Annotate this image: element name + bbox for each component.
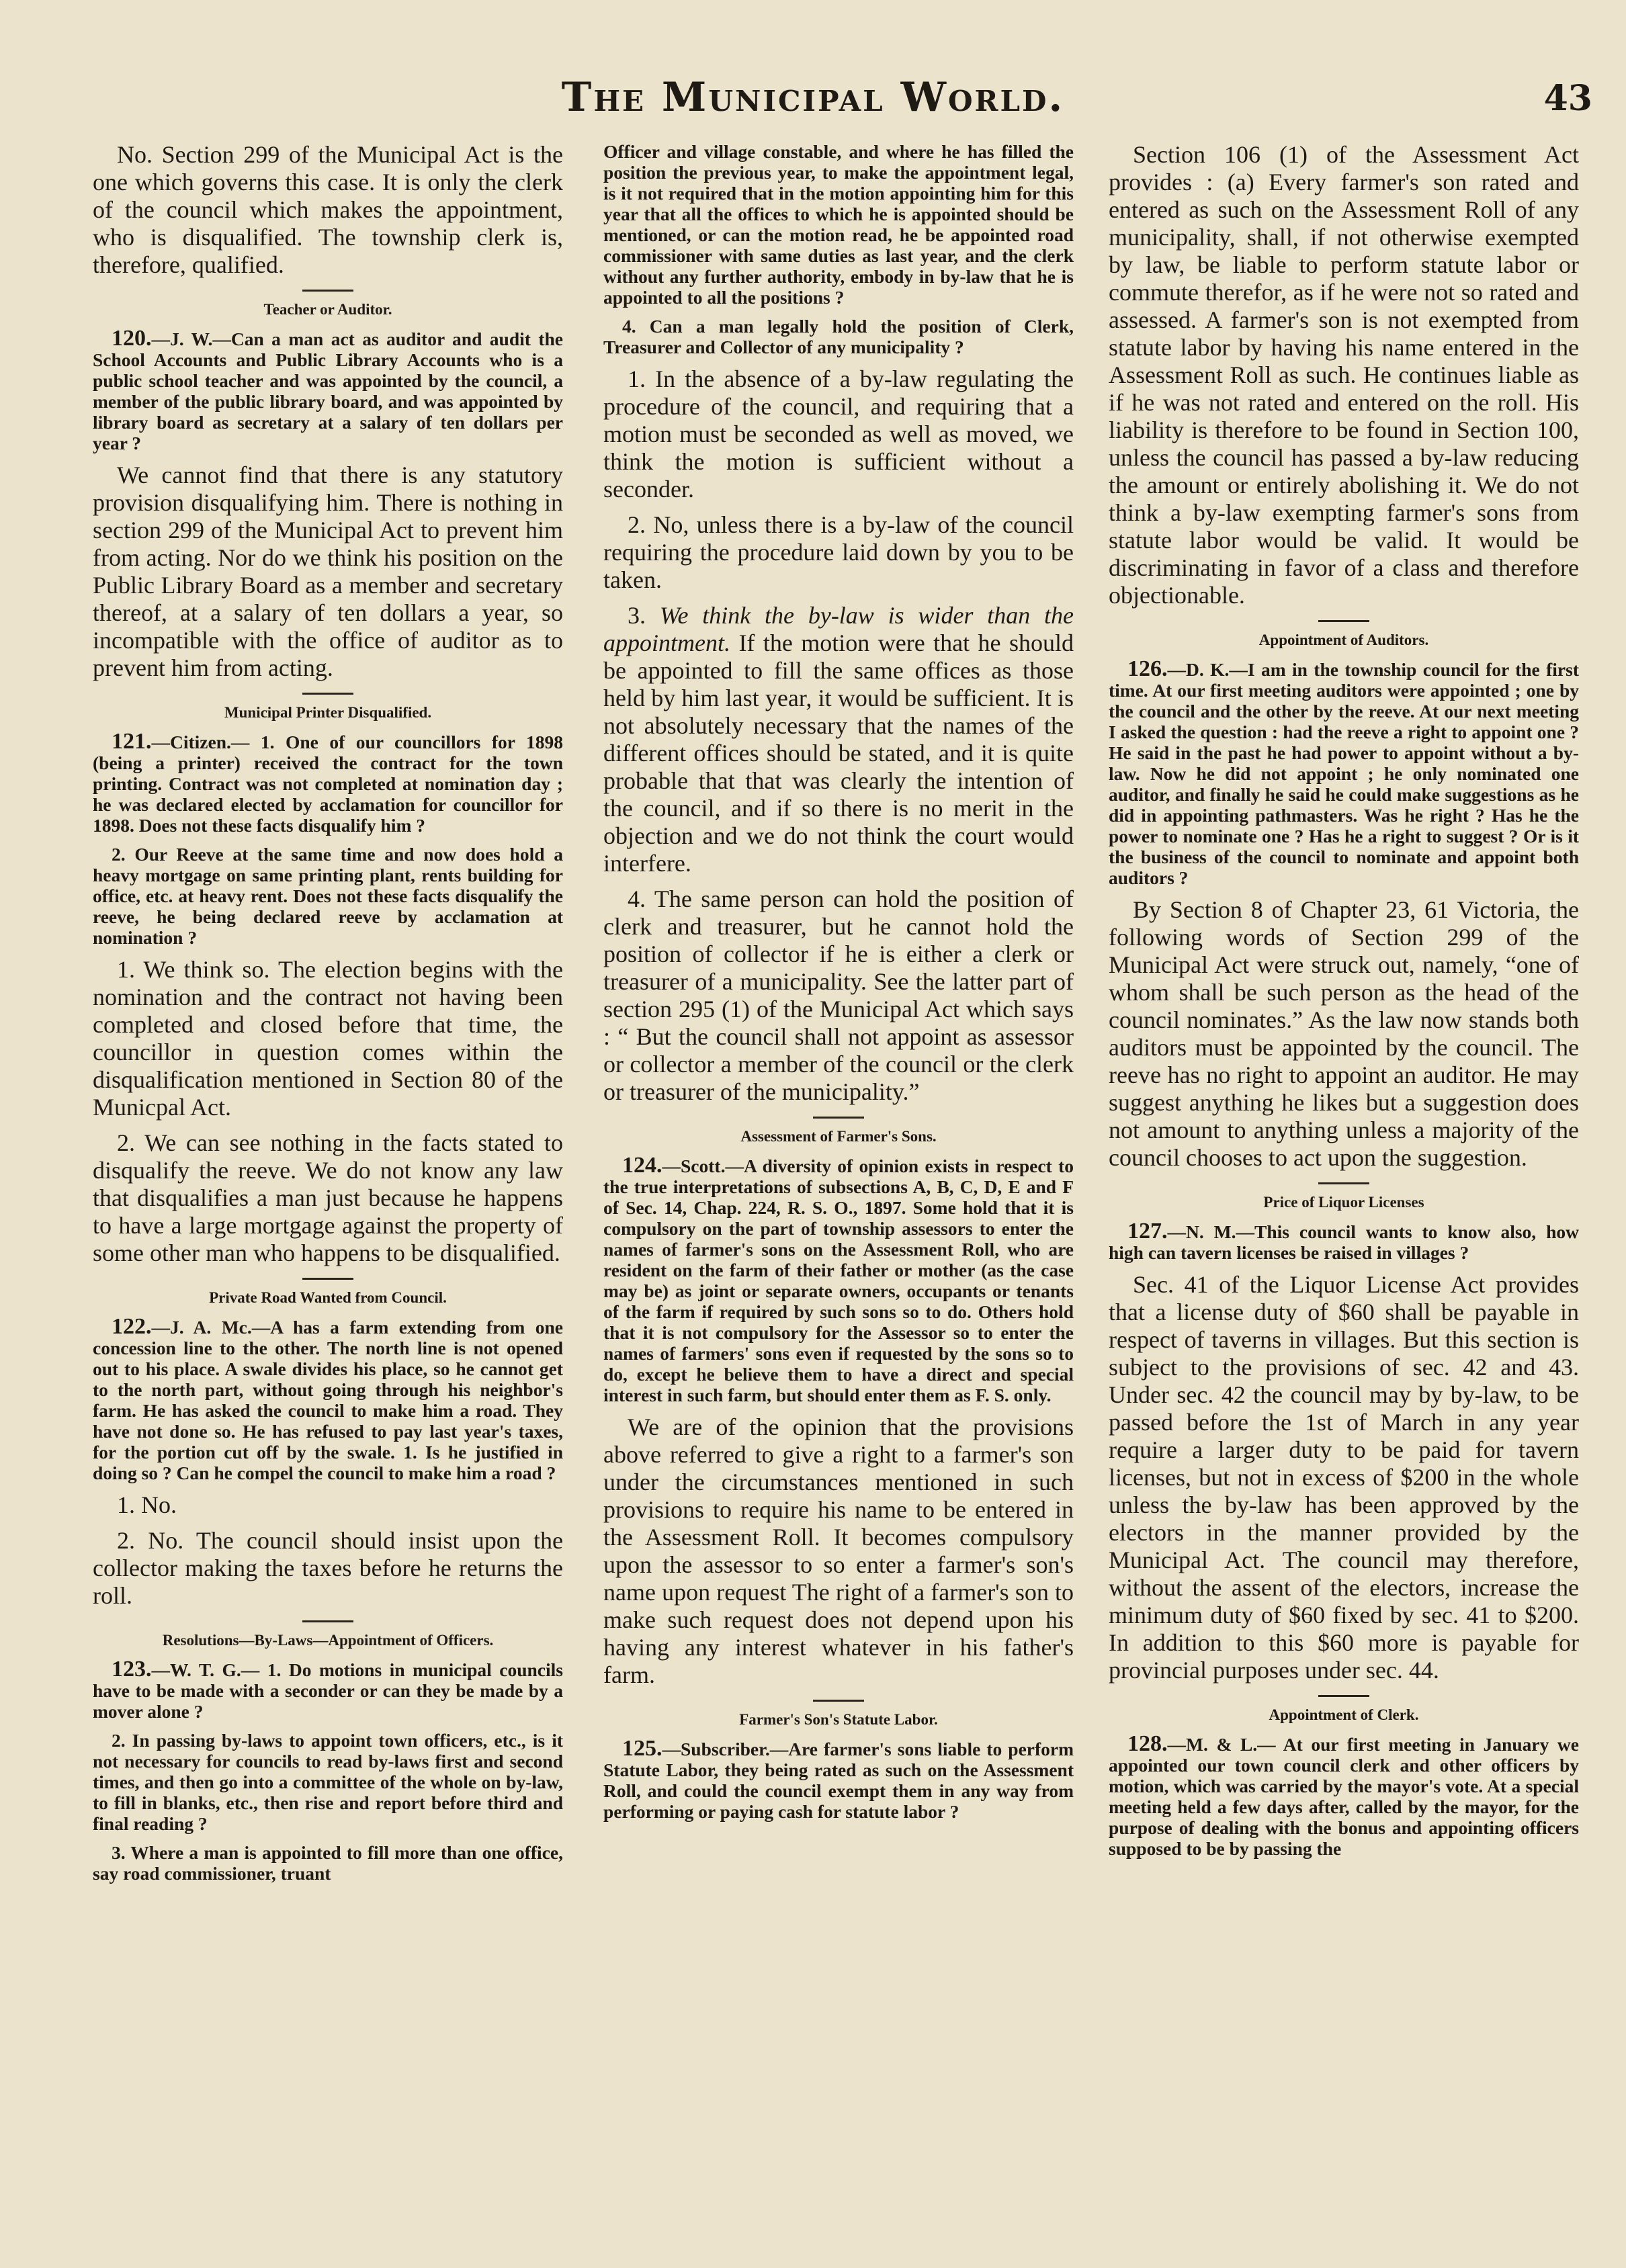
answer-text: If the motion were that he should be appointed to fill the same offices as those held by him last year, it would be sufficient. It is not absolutely necessary that the names of the different offices should be stated, and it is quite probable that that was clearly the intention of the council, and if so there is no merit in the objection and we do not think the court would interfere. — [603, 629, 1074, 877]
heading-municipal-printer: Municipal Printer Disqualified. — [224, 704, 432, 721]
answer-123-part-4: 4. The same person can hold the position of clerk and treasurer, but he cannot hold the position of collector if he is either a clerk or treasurer of a municipality. See the latter part of section 295 (1) of the Municipal Act which says : “ But the council shall not appoint as assessor or collector a member of the council or the clerk or treasurer of the municipality.” — [603, 885, 1074, 1105]
question-123-part-4: 4. Can a man legally hold the position of Clerk, Treasurer and Collector of any municipality ? — [603, 316, 1074, 357]
section-divider — [813, 1700, 864, 1702]
heading-teacher-or-auditor: Teacher or Auditor. — [263, 301, 392, 318]
answer-122-part-2: 2. No. The council should insist upon the collector making the taxes before he returns the roll. — [93, 1527, 563, 1609]
question-128 — [1109, 1733, 1579, 1859]
answer-125: Section 106 (1) of the Assessment Act provides : (a) Every farmer's son rated and entered as such on the Assessment Roll of any municipality, shall, if not otherwise exempted by law, be liable to perform statute labor or commute therefor, as if he were not so rated and assessed. A farmer's son is not exempted from statute labor by having his name entered in the Assessment Roll as such. He continues liable as if he was not rated and entered on the roll. His liability is therefore to be found in Section 100, unless the council has passed a by-law reducing the amount or entirely abolishing it. We do not think a by-law exempting farmer's sons from statute labor would be valid. It would be discriminating in favor of a class and therefore objectionable. — [1109, 141, 1579, 609]
question-number: 122. — [112, 1314, 152, 1339]
column-3 — [1109, 141, 1579, 2251]
question-120 — [93, 328, 563, 453]
question-number: 123. — [112, 1657, 152, 1682]
heading-assessment-farmers-sons: Assessment of Farmer's Sons. — [740, 1128, 937, 1145]
answer-119-continued: No. Section 299 of the Municipal Act is the one which governs this case. It is only the clerk of the council which makes the appointment, who is disqualified. The township clerk is, therefore, qualified. — [93, 141, 563, 278]
question-text: —J. W.—Can a man act as auditor and audit the School Accounts and Public Library Accounts who is a public school teacher and was appointed by the council, a member of the public library board, and was appointed by library board as secretary at a salary of ten dollars per year ? — [93, 329, 563, 453]
question-125 — [603, 1738, 1074, 1822]
answer-number: 3. — [628, 602, 646, 629]
section-divider — [1318, 1695, 1369, 1697]
question-number: 120. — [112, 326, 152, 351]
question-number: 125. — [622, 1736, 662, 1761]
column-1 — [93, 141, 563, 2251]
question-text: —M. & L.— At our first meeting in January we appointed our town council clerk and other officers by motion, which was carried by the mayor's vote. At a special meeting held a few days after, called by the mayor, for the purpose of dealing with the bonus and appointing officers supposed to be by passing the — [1109, 1734, 1579, 1859]
question-text: —N. M.—This council wants to know also, how high can tavern licenses be raised in villages ? — [1109, 1221, 1579, 1263]
page-number: 43 — [1543, 78, 1592, 119]
heading-resolutions: Resolutions—By-Laws—Appointment of Officers. — [162, 1632, 494, 1649]
section-divider — [302, 1278, 353, 1280]
answer-123-part-3 — [603, 602, 1074, 877]
heading-appointment-of-auditors: Appointment of Auditors. — [1258, 631, 1429, 648]
question-text: —J. A. Mc.—A has a farm extending from one concession line to the other. The north line is not opened out to his place. A swale divides his place, so he cannot get to the north part, without going through his neighbor's farm. He has asked the council to make him a road. They have not done so. He has refused to pay last year's taxes, for the portion cut off by the swale. 1. Is he justified in doing so ? Can he compel the council to make him a road ? — [93, 1317, 563, 1483]
question-text: —Subscriber.—Are farmer's sons liable to perform Statute Labor, they being rated as such on the Assessment Roll, and could the council exempt them in any way from performing or paying cash for statute labor ? — [603, 1739, 1074, 1822]
answer-124: We are of the opinion that the provisions above referred to give a right to a farmer's son under the circumstances mentioned in such provisions to require his name to be entered in the Assessment Roll. It becomes compulsory upon the assessor to so enter a farmer's son's name upon request The right of a farmer's son to make such request does not depend upon his having any interest whatever in his father's farm. — [603, 1413, 1074, 1688]
question-124 — [603, 1155, 1074, 1405]
question-123-part-3-continued: Officer and village constable, and where he has filled the position the previous year, to make the appointment legal, is it not required that in the motion appointing him for this year that all the offices to which he is appointed should be mentioned, or can the motion read, he be appointed road commissioner with same duties as last year, and the clerk without any further authority, embody in by-law that he is appointed to all the positions ? — [603, 141, 1074, 308]
section-divider — [813, 1117, 864, 1119]
question-126 — [1109, 658, 1579, 888]
question-text: —W. T. G.— 1. Do motions in municipal councils have to be made with a seconder or can they be made by a mover alone ? — [93, 1659, 563, 1722]
answer-121-part-2: 2. We can see nothing in the facts stated to disqualify the reeve. We do not know any law that disqualifies a man just because he happens to have a large mortgage against the property of some other man who happens to be disqualified. — [93, 1129, 563, 1266]
question-number: 121. — [112, 729, 152, 754]
question-123-part-3: 3. Where a man is appointed to fill more than one office, say road commissioner, truant — [93, 1842, 563, 1884]
question-text: —Citizen.— 1. One of our councillors for 1898 (being a printer) received the contract for the town printing. Contract was not completed at nomination day ; he was declared elected by acclamation for councillor for 1898. Does not these facts disqualify him ? — [93, 732, 563, 836]
answer-127: Sec. 41 of the Liquor License Act provides that a license duty of $60 shall be payable in respect of taverns in villages. But this section is subject to the provisions of sec. 42 and 43. Under sec. 42 the council may by by-law, to be passed before the 1st of March in any year require a larger duty to be paid for tavern licenses, but not in excess of $200 in the whole unless the by-law has been approved by the electors in the manner provided by the Municipal Act. The council may therefore, without the assent of the electors, increase the minimum duty of $60 fixed by sec. 41 to $200. In addition to this $60 more is payable for provincial purposes under sec. 44. — [1109, 1271, 1579, 1684]
heading-appointment-of-clerk: Appointment of Clerk. — [1269, 1706, 1419, 1723]
heading-private-road: Private Road Wanted from Council. — [209, 1289, 447, 1306]
section-divider — [302, 290, 353, 292]
publication-title: The Municipal World. — [561, 74, 1065, 121]
section-divider — [1318, 1182, 1369, 1184]
italic-emphasis: We think the by-law is wider than the appointment. — [603, 602, 1074, 656]
column-2 — [603, 141, 1074, 2251]
question-127 — [1109, 1221, 1579, 1263]
section-divider — [302, 693, 353, 695]
section-divider — [1318, 620, 1369, 622]
answer-121-part-1: 1. We think so. The election begins with the nomination and the contract not having been completed and closed before that time, the councillor in question comes within the disqualification mentioned in Section 80 of the Municpal Act. — [93, 956, 563, 1121]
heading-statute-labor: Farmer's Son's Statute Labor. — [739, 1711, 938, 1728]
question-number: 127. — [1127, 1219, 1168, 1244]
answer-126: By Section 8 of Chapter 23, 61 Victoria, the following words of Section 299 of the Municipal Act were struck out, namely, “one of whom shall be such person as the head of the council nominates.” As the law now stands both auditors must be appointed by the council. The reeve has no right to appoint an auditor. He may suggest anything he likes but a suggestion does not amount to anything unless a majority of the council chooses to act upon the suggestion. — [1109, 896, 1579, 1171]
answer-122-part-1: 1. No. — [117, 1491, 177, 1518]
question-number: 128. — [1127, 1731, 1168, 1756]
answer-123-part-2: 2. No, unless there is a by-law of the council requiring the procedure laid down by you to be taken. — [603, 511, 1074, 593]
answer-120: We cannot find that there is any statutory provision disqualifying him. There is nothing in section 299 of the Municipal Act to prevent him from acting. Nor do we think his position on the Public Library Board as a member and secretary thereof, at a salary of ten dollars a year, so incompatible with the office of auditor as to prevent him from acting. — [93, 462, 563, 681]
masthead — [0, 74, 1626, 128]
section-divider — [302, 1620, 353, 1622]
question-123-part-2: 2. In passing by-laws to appoint town officers, etc., is it not necessary for councils to read by-laws first and second times, and then go into a committee of the whole on by-law, to fill in blanks, etc., then rise and report before third and final reading ? — [93, 1730, 563, 1834]
heading-liquor-licenses: Price of Liquor Licenses — [1263, 1194, 1424, 1211]
question-text: —Scott.—A diversity of opinion exists in respect to the true interpretations of subsections A, B, C, D, E and F of Sec. 14, Chap. 224, R. S. O., 1897. Some hold that it is compulsory on the part of township assessors to enter the names of farmer's sons on the Assessment Roll, who are resident on the farm of their father or mother (as the case may be) as joint or separate owners, occupants or tenants of the farm if required by such sons so to do. Others hold that it is not compulsory for the Assessor so to enter the names of farmers' sons even if requested by the sons so to do, except he believe them to have a direct and special interest in such farm, but should enter them as F. S. only. — [603, 1155, 1074, 1405]
answer-123-part-1: 1. In the absence of a by-law regulating the procedure of the council, and requiring that a motion must be seconded as well as moved, we think the motion is sufficient without a seconder. — [603, 365, 1074, 503]
question-number: 124. — [622, 1153, 662, 1178]
question-123-part-1 — [93, 1659, 563, 1722]
question-number: 126. — [1127, 656, 1168, 681]
question-121-part-1 — [93, 731, 563, 836]
question-121-part-2: 2. Our Reeve at the same time and now does hold a heavy mortgage on same printing plant, rents building for office, etc. at heavy rent. Does not these facts disqualify the reeve, he being declared reeve by acclamation at nomination ? — [93, 844, 563, 948]
question-122 — [93, 1316, 563, 1483]
question-text: —D. K.—I am in the township council for the first time. At our first meeting auditors were appointed ; one by the council and the other by the reeve. At our next meeting I asked the question : had the reeve a right to appoint one ? He said in the past he had power to appoint without a by-law. Now he did not appoint ; he only nominated one auditor, and finally he said he could make suggestions as he did in appointing pathmasters. Was he right ? Has he the power to nominate one ? Has he a right to suggest ? Or is it the business of the council to nominate and appoint both auditors ? — [1109, 659, 1579, 888]
